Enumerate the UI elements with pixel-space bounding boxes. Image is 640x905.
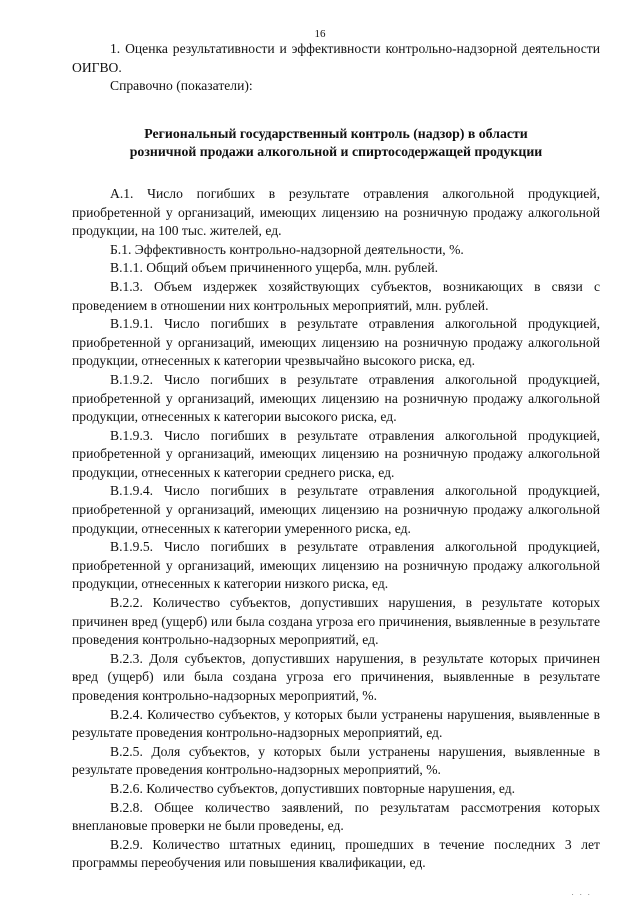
indicator-v1-1: В.1.1. Общий объем причиненного ущерба, млн. рублей. <box>110 260 438 276</box>
indicator-v1-3: В.1.3. Объем издержек хозяйствующих субъектов, возникающих в связи с проведением в отношении них контрольных мероприятий, млн. рублей. <box>72 278 600 313</box>
indicator-v1-9-4: В.1.9.4. Число погибших в результате отравления алкогольной продукцией, приобретенной у организаций, имеющих лицензию на розничную продажу алкогольной продукции, отнесенных к категории умеренного риска, ед. <box>72 483 600 536</box>
document-body <box>72 40 600 873</box>
indicator-v1-9-5: В.1.9.5. Число погибших в результате отравления алкогольной продукцией, приобретенной у организаций, имеющих лицензию на розничную продажу алкогольной продукции, отнесенных к категории низкого риска, ед. <box>72 539 600 592</box>
page-number: 16 <box>314 28 326 40</box>
section-heading-line-2: розничной продажи алкогольной и спиртосодержащей продукции <box>129 144 543 160</box>
scan-footer-mark: · · · <box>571 891 592 899</box>
section-heading <box>72 125 600 162</box>
section-heading-line-1: Региональный государственный контроль (надзор) в области <box>144 125 528 141</box>
intro-paragraph-1: 1. Оценка результативности и эффективности контрольно-надзорной деятельности ОИГВО. <box>72 41 600 75</box>
indicator-a1: А.1. Число погибших в результате отравления алкогольной продукцией, приобретенной у организаций, имеющих лицензию на розничную продажу алкогольной продукции, на 100 тыс. жителей, ед. <box>72 185 600 239</box>
indicator-v2-8: В.2.8. Общее количество заявлений, по результатам рассмотрения которых внеплановые проверки не были проведены, ед. <box>72 799 600 834</box>
indicator-v2-6: В.2.6. Количество субъектов, допустивших повторные нарушения, ед. <box>110 780 516 796</box>
indicator-v2-3: В.2.3. Доля субъектов, допустивших нарушения, в результате которых причинен вред (ущерб) или была создана угроза его причинения, выявленные в результате проведения контрольно-надзорных мероприятий, %. <box>72 650 600 703</box>
indicator-v1-9-2: В.1.9.2. Число погибших в результате отравления алкогольной продукцией, приобретенной у организаций, имеющих лицензию на розничную продажу алкогольной продукции, отнесенных к категории высокого риска, ед. <box>72 371 600 425</box>
indicator-v2-4: В.2.4. Количество субъектов, у которых были устранены нарушения, выявленные в результате проведения контрольно-надзорных мероприятий, ед. <box>72 706 600 741</box>
indicator-v2-5: В.2.5. Доля субъектов, у которых были устранены нарушения, выявленные в результате проведения контрольно-надзорных мероприятий, %. <box>72 743 600 778</box>
indicator-v2-2: В.2.2. Количество субъектов, допустивших нарушения, в результате которых причинен вред (ущерб) или была создана угроза его причинения, выявленные в результате проведения контрольно-надзорных мероприятий, ед. <box>72 595 600 648</box>
intro-paragraph-2: Справочно (показатели): <box>110 78 253 94</box>
indicator-v1-9-1: В.1.9.1. Число погибших в результате отравления алкогольной продукцией, приобретенной у организаций, имеющих лицензию на розничную продажу алкогольной продукции, отнесенных к категории чрезвычайно высокого риска, ед. <box>72 316 600 369</box>
indicator-v1-9-3: В.1.9.3. Число погибших в результате отравления алкогольной продукцией, приобретенной у организаций, имеющих лицензию на розничную продажу алкогольной продукции, отнесенных к категории среднего риска, ед. <box>72 427 600 480</box>
indicator-b1: Б.1. Эффективность контрольно-надзорной деятельности, %. <box>110 241 464 257</box>
indicator-v2-9: В.2.9. Количество штатных единиц, прошедших в течение последних 3 лет программы переобучения или повышения квалификации, ед. <box>72 836 600 871</box>
